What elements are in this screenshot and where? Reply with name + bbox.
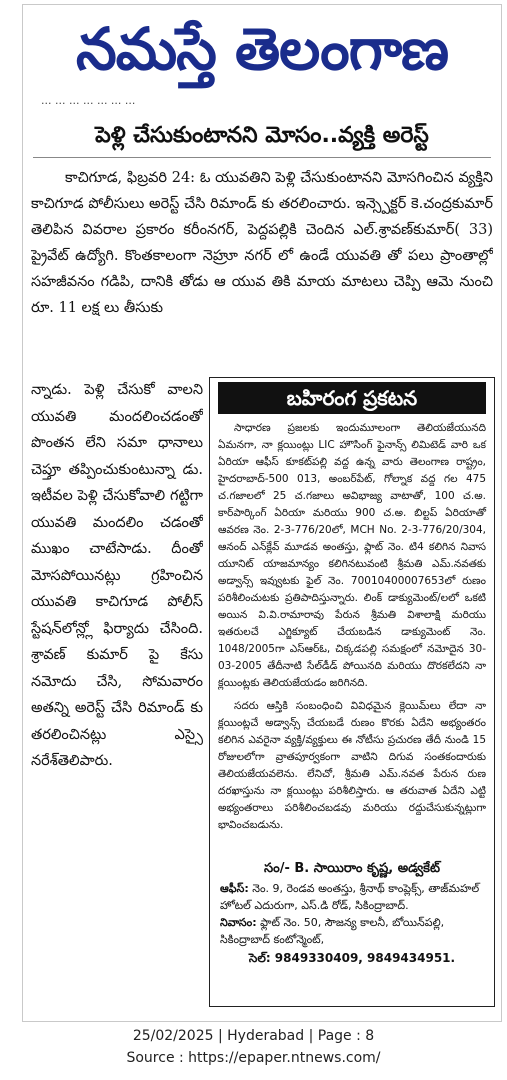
article-paragraph-wide: కాచిగూడ, ఫిబ్రవరి 24: ఓ యువతిని పెళ్లి చేసుకుంటానని మోసగించిన వ్యక్తిని కాచిగూడ పోలీసులు అరెస్ట్ చేసి రిమాండ్ కు తరలించారు. ఇన్స్పెక్టర్ కె.చంద్రకుమార్ తెలిపిన వివరాల ప్రకారం కరీంనగర్, పెద్దపల్లికి చెందిన ఎల్.శ్రావణ్‌కుమార్( 33) ప్రైవేట్ ఉద్యోగి. కొంతకాలంగా నెహ్రూ నగర్ లో ఉండే యువతి తో పలు ప్రాంతాల్లో సహజీవనం గడిపి, దానికి తోడు ఆ యువ తికి మాయ మాటలు చెప్పి ఆమె నుంచి రూ. 11 లక్ష లు తీసుకు [31, 170, 493, 316]
footer-source-line [0, 1047, 507, 1069]
footer [0, 1025, 507, 1069]
masthead [23, 5, 501, 93]
office-address-text: నెం. 9, రెండవ అంతస్తు, శ్రీనాథ్ కాంప్లెక్స్, తాజ్‌మహల్ హోటల్ ఎదురుగా, ఎస్.డి రోడ్, సికింద్రాబాద్. [220, 882, 480, 912]
residence-label: నివాసం: [220, 916, 257, 929]
article-paragraph-narrow: న్నాడు. పెళ్లి చేసుకో వాలని యువతి మందలించడంతో పొంతన లేని సమా ధానాలు చెప్తూ తప్పించుకుంటున్నా డు. ఇటీవల పెళ్లి చేసుకోవాలి గట్టిగా యువతి మందలిం చడంతో ముఖం చాటేసాడు. దీంతో మోసపోయినట్లు గ్రహించిన యువతి కాచిగూడ పోలీస్ స్టేషన్‌లోన్ల్లో ఫిర్యాదు చేసింది. శ్రావణ్ కుమార్ పై కేసు నమోదు చేసి, సోమవారం అతన్ని అరెస్ట్ చేసి రిమాండ్ కు తరలించినట్లు ఎస్సై నరేశ్‌తెలిపారు. [31, 382, 203, 769]
source-link[interactable]: Source : https://epaper.ntnews.com/ [126, 1050, 381, 1066]
public-notice-paragraph-1: సాధారణ ప్రజలకు ఇందుమూలంగా తెలియజేయునది ఏమనగా, నా క్లయింట్లు LIC హౌసింగ్ ఫైనాన్స్ లిమిటెడ్ వారి ఒక ఏరియా ఆఫీస్ కూకట్‌పల్లి వద్ద ఉన్న వారు తెలంగాణ రాష్ట్రం, హైదరాబాద్-500 013, అంబర్‌పేట్, గోల్నాక వద్ద గల 475 చ.గజాలలో 25 చ.గజాలు అవిభాజ్య వాటాతో, 100 చ.అ. కార్‌పార్కింగ్ ఏరియా మరియు 900 చ.అ. బిల్టప్ ఏరియాతో ఆవరణ నెం. 2-3-776/20లో, MCH No. 2-3-776/20/304, ఆనంద్ ఎన్‌క్లేవ్ మూడవ అంతస్తు, ఫ్లాట్ నెం. టి4 కలిగిన నివాస యూనిట్ యాజమాన్యం కలిగినటువంటి శ్రీమతి ఎమ్.నవతకు అడ్వాన్స్ ఇవ్వుటకు ఫైల్ నెం. 70010400007653లో రుణం పరిశీలించుటకు ప్రతిపాదిస్తున్నారు. లింక్ డాక్యుమెంట్/లలో ఒకటి అయిన వి.వి.రామారావు పేరున శ్రీమతి విశాలాక్షి మరియు ఇతరులచే ఎగ్జిక్యూట్ చేయబడిన డాక్యుమెంట్ నెం. 1048/2005గా ఎస్ఆర్ఓ, చిక్కడపల్లి సమక్షంలో నమోదైన 30-03-2005 తేదీనాటి సేల్‌డీడ్ పోయినది మరియు దొరకలేదని నా క్లయింట్లకు తెలియజేయడం జరిగినది. [218, 422, 486, 689]
residence-address-text: ఫ్లాట్ నెం. 50, సౌజన్య కాలనీ, బోయిన్‌పల్లి, సికింద్రాబాద్ కంటోన్మెంట్, [220, 916, 445, 946]
phone-numbers: సెల్: 9849330409, 9849434951. [248, 951, 456, 965]
office-label: ఆఫీస్: [220, 882, 249, 895]
office-address [220, 880, 484, 914]
article-body-wide [31, 165, 493, 375]
newspaper-clipping [22, 4, 502, 1022]
masthead-title: నమస్తే తెలంగాణ [76, 15, 448, 83]
public-notice-signature [210, 860, 494, 967]
public-notice-ad [209, 377, 495, 1007]
advocate-name: సం/- B. సాయిరాం కృష్ణ, అడ్వకేట్ [263, 861, 440, 876]
public-notice-title: బహిరంగ ప్రకటన [218, 382, 486, 414]
public-notice-body [210, 414, 494, 860]
residence-address [220, 914, 484, 948]
article-headline: పెళ్లి చేసుకుంటానని మోసం..వ్యక్తి అరెస్ట్ [33, 115, 491, 158]
article-body-narrow [31, 377, 203, 1017]
public-notice-paragraph-2: సదరు ఆస్తికి సంబంధించి వివిధమైన క్లెయిమ్‌లు లేదా నా క్లయింట్లచే అడ్వాన్స్ చేయబడే రుణం కొరకు ఏదేని అభ్యంతరం కలిగిన ఎవరైనా వ్యక్తి/వ్యక్తులు ఈ నోటీసు ప్రచురణ తేదీ నుండి 15 రోజులలోగా వ్రాతపూర్వకంగా వాటిని దిగువ సంతకందారుకు తెలియజేయవలెను. లేనిచో, శ్రీమతి ఎమ్.నవత పేరున రుణ దరఖాస్తును నా క్లయింట్లు పరిశీలిస్తారు. ఆ తరువాత ఏదేని ఎట్టి అభ్యంతరాలు పరిశీలించబడవు మరియు రద్దుచేసుకున్నట్లుగా భావించబడును. [218, 700, 486, 831]
cut-off-previous-text: ... ... ... ... ... ... ... [41, 95, 136, 107]
footer-date-line: 25/02/2025 | Hyderabad | Page : 8 [132, 1028, 375, 1044]
